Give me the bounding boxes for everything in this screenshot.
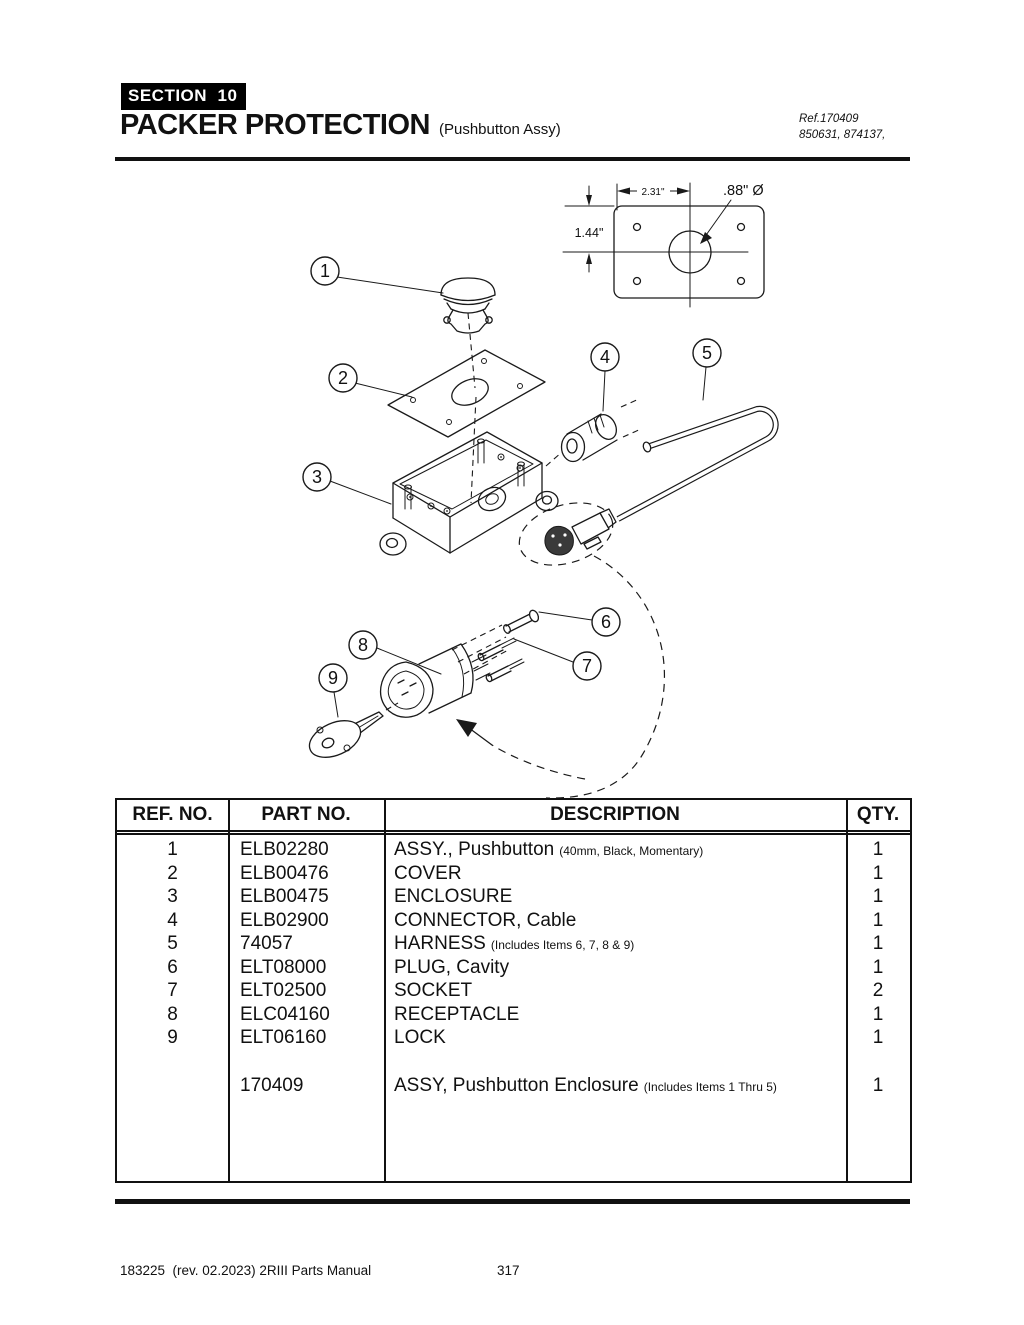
table-row	[117, 1026, 910, 1050]
svg-text:5: 5	[701, 343, 713, 363]
header-description: DESCRIPTION	[550, 804, 680, 825]
column-divider	[228, 800, 230, 1181]
column-divider	[384, 800, 386, 1181]
svg-text:3: 3	[311, 467, 323, 487]
receptacle-drawing	[381, 644, 490, 717]
desc-text: PLUG, Cavity	[394, 956, 510, 978]
desc-text: ENCLOSURE	[394, 886, 513, 907]
callout-9	[319, 664, 347, 717]
desc-cell	[384, 956, 846, 980]
table-row-assembly	[117, 1074, 910, 1098]
ref-line-1: Ref.170409	[799, 113, 859, 125]
plug-cavity-drawing	[502, 609, 540, 634]
part-cell: ELT06160	[240, 1027, 327, 1048]
header-ref-no: REF. NO.	[132, 804, 213, 825]
desc-text: HARNESS	[394, 933, 486, 954]
svg-text:9: 9	[327, 668, 339, 688]
ref-cell: 5	[167, 933, 178, 954]
part-cell: ELT02500	[240, 980, 327, 1001]
enclosure-drawing	[380, 397, 558, 555]
part-cell: ELT08000	[240, 956, 327, 978]
exploded-view-diagram	[115, 175, 915, 800]
table-row	[117, 838, 910, 862]
table-row	[117, 909, 910, 933]
callout-6	[539, 608, 620, 636]
plate-width-dimension: 2.31"	[641, 187, 665, 198]
part-cell: ELB02280	[240, 839, 329, 860]
desc-cell	[384, 1003, 846, 1027]
desc-cell	[384, 838, 846, 862]
part-cell: 74057	[240, 933, 293, 954]
table-row	[117, 979, 910, 1003]
qty-cell: 1	[872, 933, 884, 954]
desc-note: (Includes Items 6, 7, 8 & 9)	[490, 938, 635, 952]
parts-table	[115, 798, 912, 1183]
qty-cell: 1	[872, 1003, 884, 1025]
title-row	[120, 109, 561, 142]
callout-3	[303, 463, 391, 504]
callout-1	[311, 257, 443, 293]
plate-detail-drawing	[563, 183, 764, 307]
svg-text:2: 2	[337, 368, 349, 388]
desc-note: (40mm, Black, Momentary)	[559, 844, 704, 858]
qty-cell: 1	[872, 909, 884, 931]
desc-text: LOCK	[394, 1027, 446, 1048]
table-spacer-row	[117, 1050, 910, 1074]
footer-rule	[115, 1199, 910, 1204]
qty-cell: 1	[872, 862, 884, 884]
ref-cell: 9	[167, 1027, 178, 1048]
ref-cell: 8	[167, 1003, 178, 1025]
header-part-no: PART NO.	[261, 804, 351, 825]
part-cell: 170409	[240, 1074, 304, 1096]
desc-cell	[384, 862, 846, 886]
qty-cell: 1	[872, 1074, 884, 1096]
ref-cell: 7	[167, 980, 178, 1001]
page-subtitle: (Pushbutton Assy)	[438, 121, 561, 138]
table-row	[117, 885, 910, 909]
desc-text: ASSY, Pushbutton Enclosure	[394, 1074, 639, 1096]
callout-4	[591, 343, 619, 411]
table-row	[117, 862, 910, 886]
table-body	[117, 835, 910, 1097]
part-cell: ELB02900	[240, 909, 329, 931]
ref-cell: 1	[167, 839, 178, 860]
callout-7	[514, 639, 601, 680]
part-cell: ELC04160	[240, 1003, 330, 1025]
header-qty: QTY.	[856, 804, 900, 825]
footer-page-number: 317	[497, 1263, 520, 1278]
svg-text:1: 1	[319, 261, 331, 281]
table-header-row	[117, 800, 910, 830]
ref-line-2: 850631, 874137,	[799, 128, 886, 141]
detail-zoom-arc	[456, 556, 664, 798]
qty-cell: 1	[872, 886, 884, 907]
plate-hole-dimension: .88" Ø	[723, 183, 764, 199]
desc-text: ASSY., Pushbutton	[394, 839, 555, 860]
callout-2	[329, 364, 412, 397]
desc-note: (Includes Items 1 Thru 5)	[643, 1079, 777, 1094]
page-title: PACKER PROTECTION	[120, 109, 430, 141]
cable-connector-drawing	[546, 399, 641, 466]
reference-numbers	[799, 112, 885, 143]
plate-height-dimension: 1.44"	[574, 226, 604, 240]
svg-text:6: 6	[600, 612, 612, 632]
qty-cell: 1	[872, 839, 884, 860]
header-rule	[115, 157, 910, 161]
svg-text:8: 8	[357, 635, 369, 655]
svg-text:4: 4	[599, 347, 611, 367]
table-row	[117, 956, 910, 980]
part-cell: ELB00476	[240, 862, 329, 884]
desc-cell	[384, 979, 846, 1003]
qty-cell: 2	[872, 980, 884, 1001]
desc-cell	[384, 885, 846, 909]
table-row	[117, 1003, 910, 1027]
desc-text: CONNECTOR, Cable	[394, 909, 577, 931]
desc-cell	[384, 1026, 846, 1050]
desc-cell	[384, 1074, 846, 1098]
callout-5	[693, 339, 721, 400]
desc-cell	[384, 932, 846, 956]
ref-cell	[117, 1074, 228, 1098]
desc-text: COVER	[394, 862, 462, 884]
desc-text: SOCKET	[394, 980, 473, 1001]
footer-manual-info: 183225 (rev. 02.2023) 2RIII Parts Manual	[120, 1263, 372, 1278]
column-divider	[846, 800, 848, 1181]
ref-cell: 6	[167, 956, 178, 978]
section-label: SECTION 10	[121, 83, 246, 110]
part-cell: ELB00475	[240, 886, 329, 907]
lock-drawing	[304, 703, 398, 765]
ref-cell: 3	[167, 886, 178, 907]
qty-cell: 1	[872, 956, 884, 978]
svg-text:7: 7	[581, 656, 593, 676]
desc-cell	[384, 909, 846, 933]
ref-cell: 4	[167, 909, 178, 931]
table-row	[117, 932, 910, 956]
cover-drawing	[388, 350, 545, 437]
qty-cell: 1	[872, 1027, 884, 1048]
desc-text: RECEPTACLE	[394, 1003, 520, 1025]
pushbutton-drawing	[441, 278, 495, 388]
ref-cell: 2	[167, 862, 178, 884]
